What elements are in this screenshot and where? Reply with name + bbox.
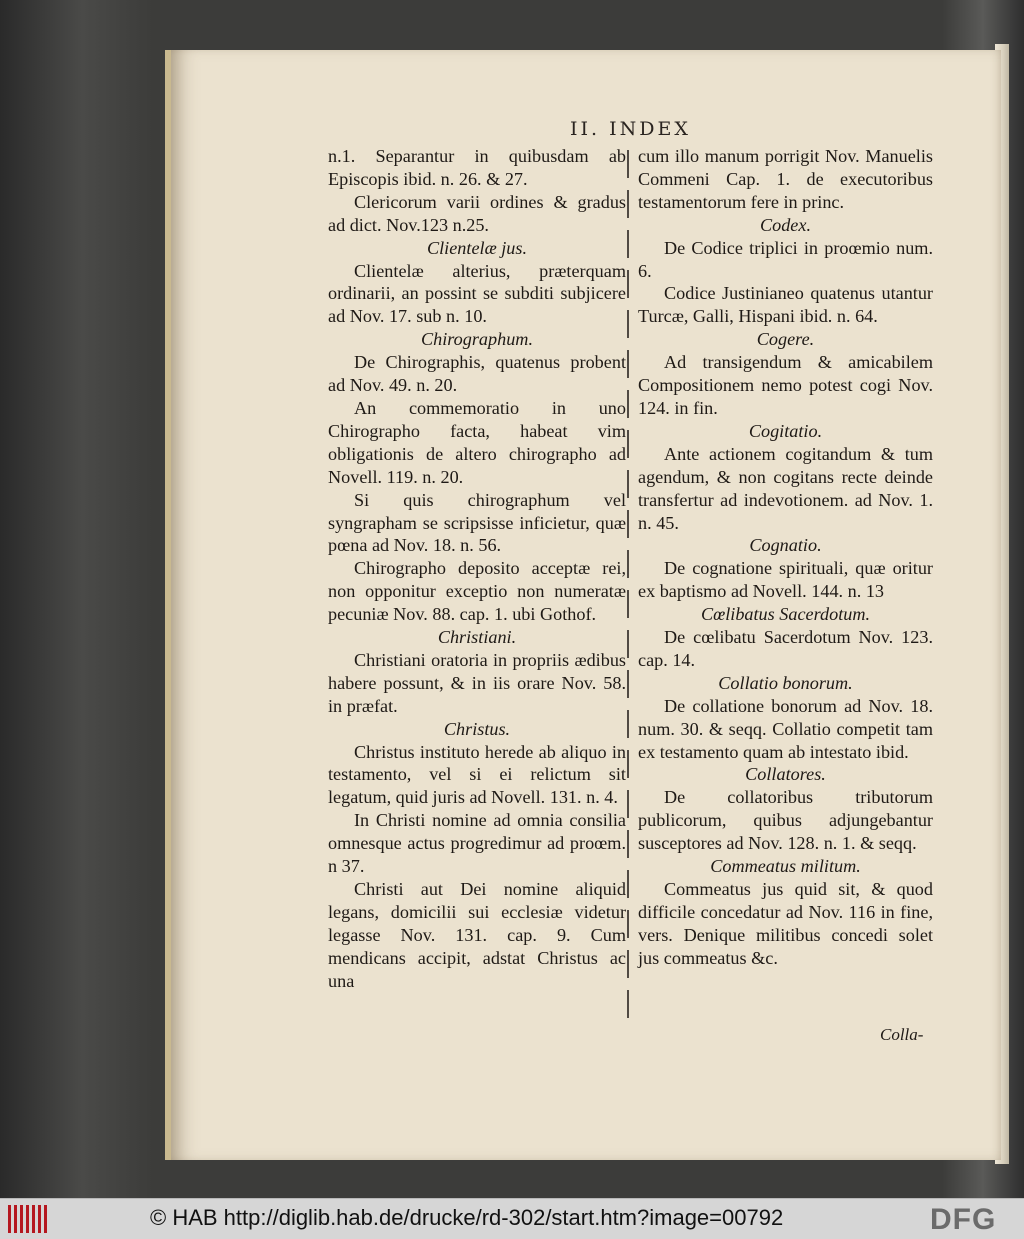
index-heading: Cogitatio. [748, 420, 823, 441]
index-entry: Christiani oratoria in propriis ædibus habere possunt, & in iis orare Nov. 58. in præfat. [328, 649, 626, 716]
index-heading: Cognatio. [749, 535, 822, 556]
index-entry: Commeatus jus quid sit, & quod difficile concedatur ad Nov. 116 in fine, vers. Denique militibus concedi solet jus commeatus &c. [638, 879, 933, 968]
index-heading: Christus. [443, 718, 511, 739]
index-entry: De collatione bonorum ad Nov. 18. num. 30. & seqq. Collatio competit tam ex testamento quam ab intestato ibid. [638, 695, 933, 762]
index-entry: Codice Justinianeo quatenus utantur Turcæ, Galli, Hispani ibid. n. 64. [638, 283, 933, 327]
left-column [328, 145, 626, 993]
index-entry: Si quis chirographum vel syngrapham se scripsisse inficietur, quæ pœna ad Nov. 18. n. 56. [328, 489, 626, 556]
index-entry: Christi aut Dei nomine aliquid legans, domicilii sui ecclesiæ videtur legasse Nov. 131. cap. 9. Cum mendicans accipit, adstat Christus ac una [328, 879, 626, 991]
index-entry: Ad transigendum & amicabilem Compositionem nemo potest cogi Nov. 124. in fin. [638, 352, 933, 418]
hab-logo-icon [8, 1205, 50, 1233]
index-heading: Collatores. [745, 764, 826, 785]
index-heading: Cœlibatus Sacerdotum. [700, 604, 871, 625]
page-header: II. INDEX [570, 118, 691, 140]
index-heading: Cogere. [756, 329, 815, 350]
catchword: Colla- [880, 1025, 924, 1044]
footer-citation[interactable]: © HAB http://diglib.hab.de/drucke/rd-302/start.htm?image=00792 [150, 1205, 784, 1230]
index-entry: cum illo manum porrigit Nov. Manuelis Commeni Cap. 1. de executoribus testamentorum fere in princ. [638, 146, 933, 212]
index-entry: Christus instituto herede ab aliquo in testamento, vel si ei relictum sit legatum, quid juris ad Novell. 131. n. 4. [328, 741, 626, 808]
index-heading: Commeatus militum. [710, 856, 861, 877]
index-entry: Clericorum varii ordines & gradus ad dict. Nov.123 n.25. [328, 191, 626, 235]
index-entry: De cognatione spirituali, quæ oritur ex baptismo ad Novell. 144. n. 13 [638, 558, 933, 602]
column-divider [627, 150, 629, 1020]
index-entry: An commemoratio in uno Chirographo facta, habeat vim obligationis de altero chirographo ad Novell. 119. n. 20. [328, 397, 626, 487]
right-column [638, 145, 933, 970]
index-heading: Collatio bonorum. [718, 672, 853, 693]
index-entry: De cœlibatu Sacerdotum Nov. 123. cap. 14. [638, 627, 933, 670]
index-entry: De Chirographis, quatenus probent ad Nov. 49. n. 20. [328, 352, 626, 396]
index-entry: De collatoribus tributorum publicorum, quibus adjungebantur susceptores ad Nov. 128. n. 1. & seqq. [638, 787, 933, 854]
index-heading: Codex. [759, 214, 811, 235]
dfg-logo: DFG [930, 1203, 997, 1236]
index-entry: Chirographo deposito acceptæ rei, non opponitur exceptio non numeratæ pecuniæ Nov. 88. cap. 1. ubi Gothof. [328, 558, 626, 625]
index-heading: Clientelæ jus. [426, 237, 528, 258]
index-heading: Christiani. [437, 627, 517, 648]
index-heading: Chirographum. [420, 329, 533, 350]
index-entry: De Codice triplici in proœmio num. 6. [638, 237, 933, 281]
footer-bar [0, 1198, 1024, 1239]
index-entry: Clientelæ alterius, præterquam ordinarii, an possint se subditi subjicere ad Nov. 17. sub n. 10. [328, 260, 626, 327]
index-entry: Ante actionem cogitandum & tum agendum, & non cogitans recte deinde transfertur ad indevotionem. ad Nov. 1. n. 45. [638, 443, 933, 533]
index-entry: n.1. Separantur in quibusdam ab Episcopis ibid. n. 26. & 27. [328, 146, 626, 189]
index-entry: In Christi nomine ad omnia consilia omnesque actus progredimur ad proœm. n 37. [328, 810, 626, 877]
